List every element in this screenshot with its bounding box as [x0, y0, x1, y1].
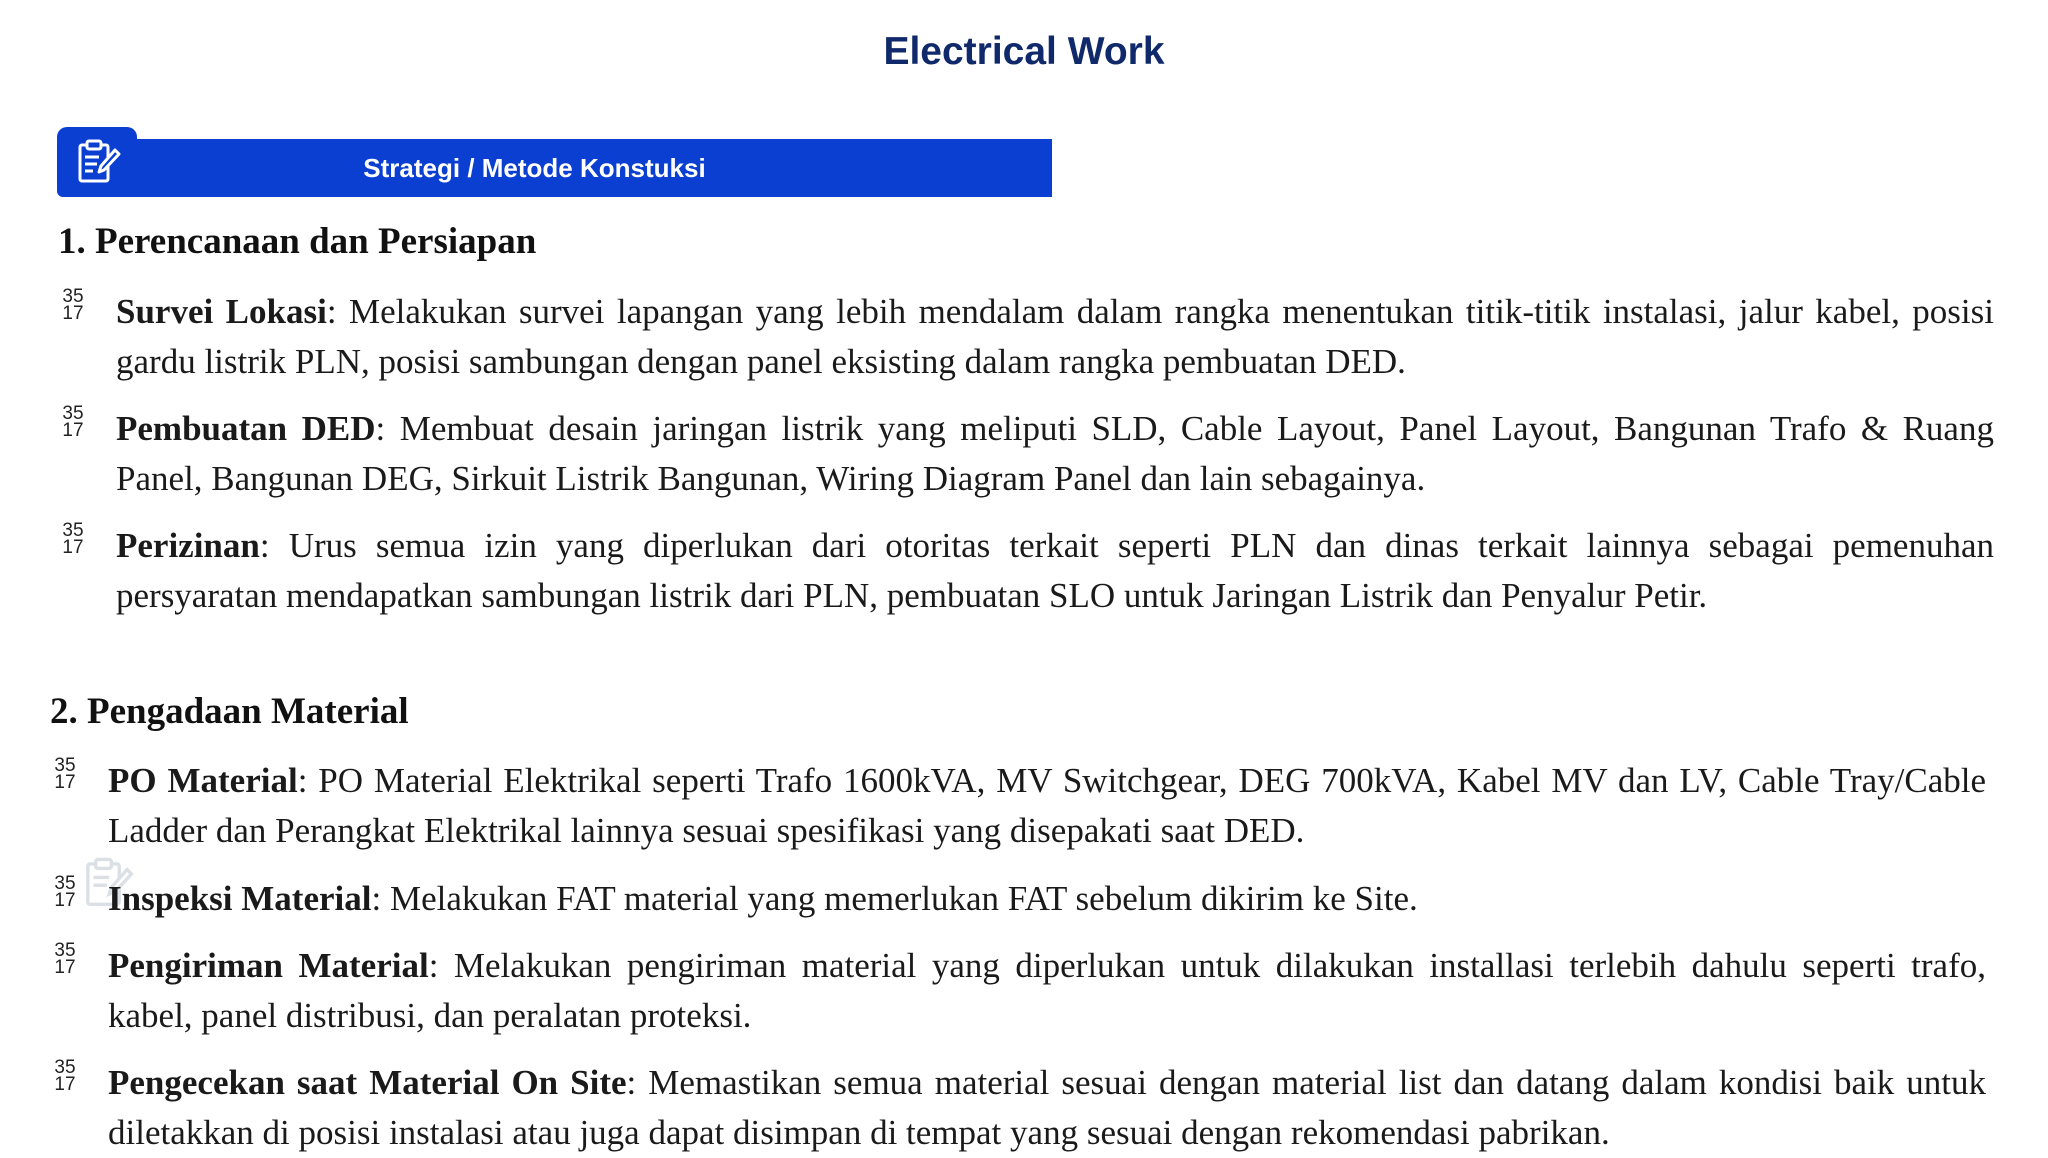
item-term: PO Material [108, 761, 298, 800]
list-bullet: 35 17 [54, 940, 76, 978]
section-heading: 2. Pengadaan Material [50, 691, 409, 732]
list-bullet: 35 17 [62, 286, 84, 324]
item-text: : Melakukan pengiriman material yang diperlukan untuk dilakukan installasi terlebih dahulu seperti trafo, kabel, panel distribusi, dan peralatan proteksi. [108, 946, 1986, 1035]
list-bullet: 35 17 [54, 755, 76, 793]
item-text: : PO Material Elektrikal seperti Trafo 1600kVA, MV Switchgear, DEG 700kVA, Kabel MV dan LV, Cable Tray/Cable Ladder dan Perangkat Elektrikal lainnya sesuai spesifikasi yang disepakati saat DED. [108, 761, 1986, 850]
item-text: : Melakukan FAT material yang memerlukan FAT sebelum dikirim ke Site. [371, 879, 1418, 918]
item-term: Survei Lokasi [116, 292, 327, 331]
banner-label: Strategi / Metode Konstuksi [363, 153, 706, 183]
item-term: Pengecekan saat Material On Site [108, 1063, 627, 1102]
item-text: : Membuat desain jaringan listrik yang meliputi SLD, Cable Layout, Panel Layout, Bangunan Trafo & Ruang Panel, Bangunan DEG, Sirkuit Listrik Bangunan, Wiring Diagram Panel dan lain sebagainya. [116, 409, 1994, 498]
list-item [116, 287, 1994, 387]
list-bullet: 35 17 [54, 873, 76, 911]
list-bullet: 35 17 [62, 520, 84, 558]
list-bullet: 35 17 [62, 403, 84, 441]
list-item [108, 941, 1986, 1041]
section-heading: 1. Perencanaan dan Persiapan [58, 221, 537, 262]
item-text: : Urus semua izin yang diperlukan dari otoritas terkait seperti PLN dan dinas terkait lainnya sebagai pemenuhan persyaratan mendapatkan sambungan listrik dari PLN, pembuatan SLO untuk Jaringan Listrik dan Penyalur Petir. [116, 526, 1994, 615]
item-term: Perizinan [116, 526, 260, 565]
item-term: Pengiriman Material [108, 946, 429, 985]
item-term: Inspeksi Material [108, 879, 372, 918]
list-item [116, 404, 1994, 504]
list-item [116, 521, 1994, 621]
list-bullet: 35 17 [54, 1057, 76, 1095]
section-banner [57, 127, 1052, 197]
page-title: Electrical Work [883, 30, 1165, 73]
list-item [108, 756, 1986, 856]
list-item [108, 874, 1986, 924]
list-item [108, 1058, 1986, 1158]
clipboard-edit-icon [73, 137, 123, 187]
item-text: : Melakukan survei lapangan yang lebih mendalam dalam rangka menentukan titik-titik instalasi, jalur kabel, posisi gardu listrik PLN, posisi sambungan dengan panel eksisting dalam rangka pembuatan DED. [116, 292, 1994, 381]
item-text: : Memastikan semua material sesuai dengan material list dan datang dalam kondisi baik untuk diletakkan di posisi instalasi atau juga dapat disimpan di tempat yang sesuai dengan rekomendasi pabrikan. [108, 1063, 1986, 1152]
item-term: Pembuatan DED [116, 409, 376, 448]
